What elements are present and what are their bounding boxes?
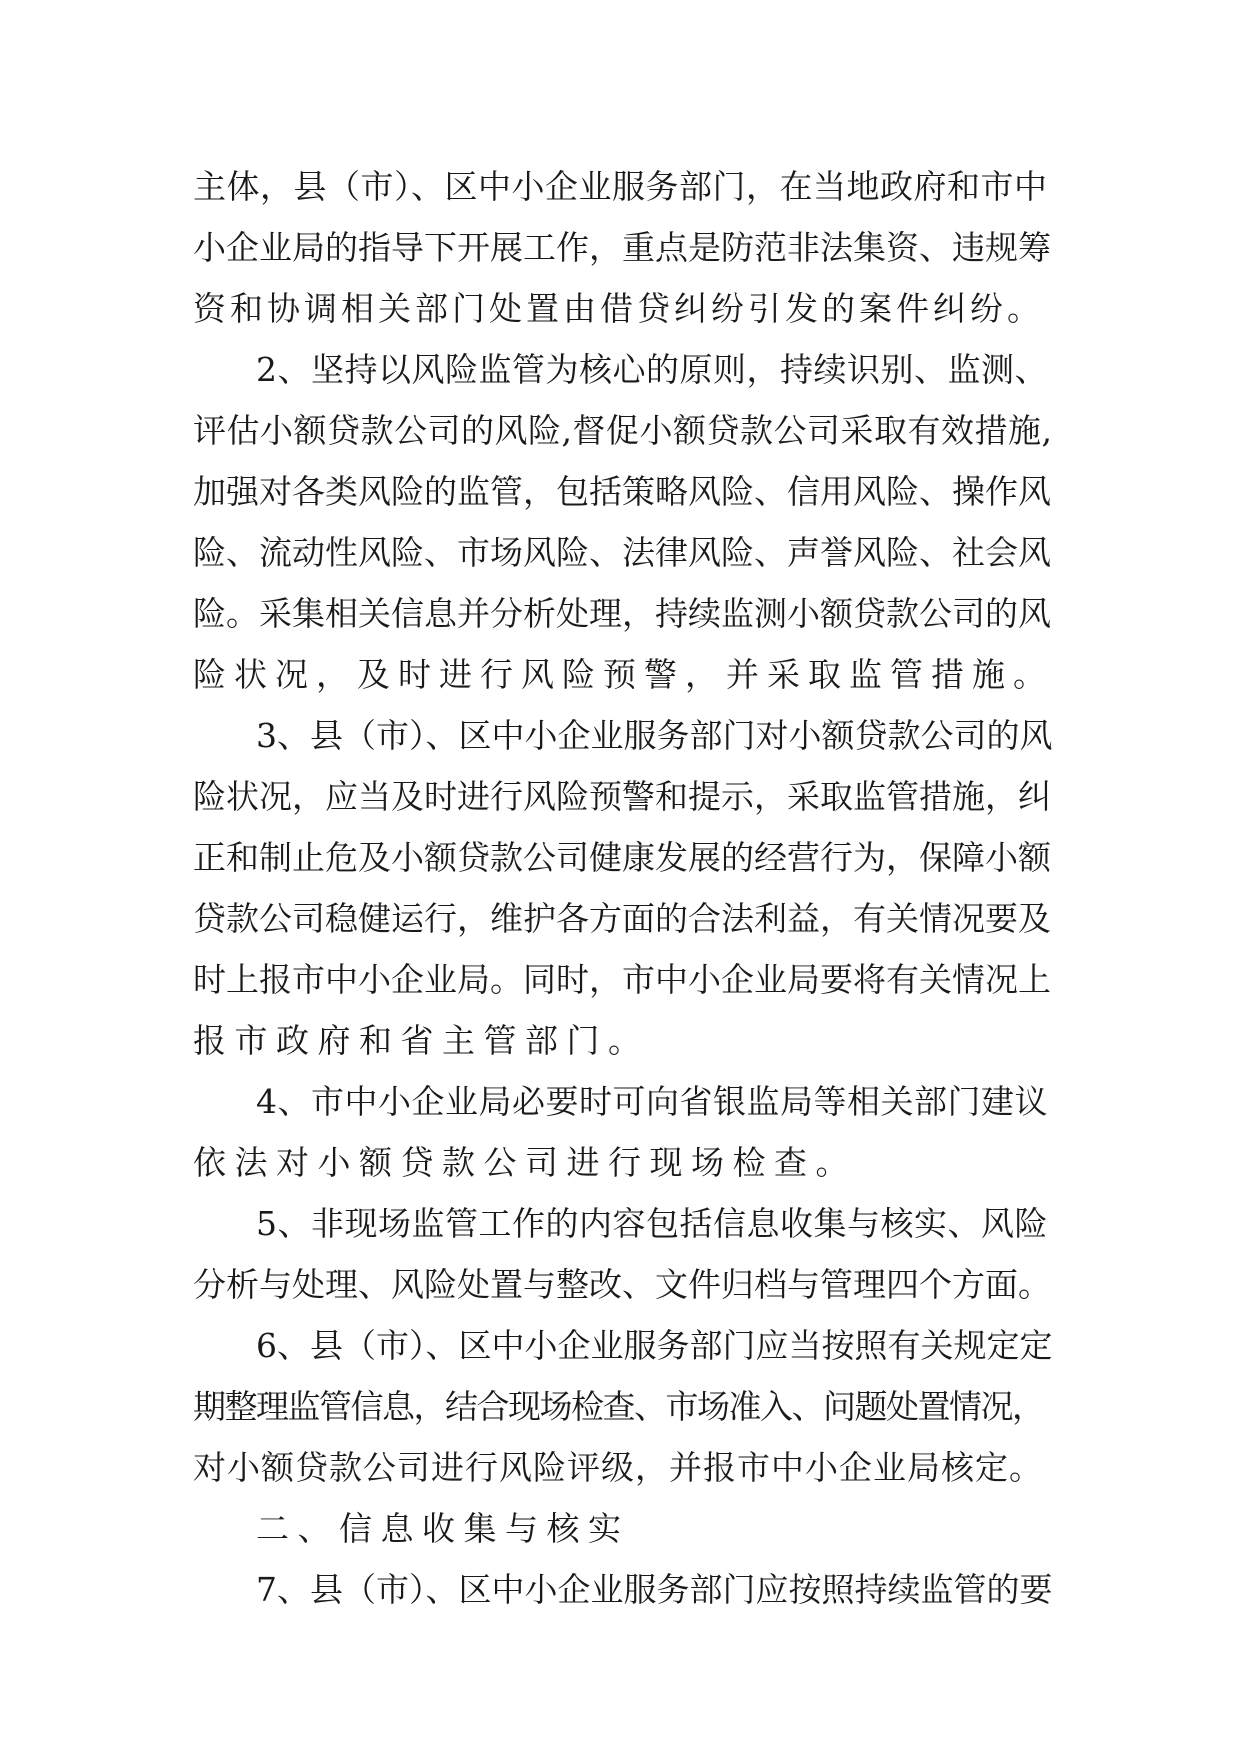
text-line: 报市政府和省主管部门。 [193,1021,650,1060]
paragraph-start-line: 4、市中小企业局必要时可向省银监局等相关部门建议 [256,1082,1048,1121]
text-line: 正和制止危及小额贷款公司健康发展的经营行为，保障小额 [193,838,1051,877]
text-line: 险状况，应当及时进行风险预警和提示，采取监管措施，纠 [193,777,1051,816]
text-line: 时上报市中小企业局。同时，市中小企业局要将有关情况上 [193,960,1051,999]
text-line: 小企业局的指导下开展工作，重点是防范非法集资、违规筹 [193,228,1051,267]
paragraph-start-line: 6、县（市）、区中小企业服务部门应当按照有关规定定 [256,1326,1053,1365]
paragraph-start-line: 5、非现场监管工作的内容包括信息收集与核实、风险 [256,1204,1048,1243]
text-line: 险。采集相关信息并分析处理，持续监测小额贷款公司的风 [193,594,1051,633]
text-line: 对小额贷款公司进行风险评级，并报市中小企业局核定。 [193,1448,1043,1487]
text-line: 资和协调相关部门处置由借贷纠纷引发的案件纠纷。 [193,289,1044,328]
text-line: 分析与处理、风险处置与整改、文件归档与管理四个方面。 [193,1265,1051,1304]
text-line: 主体，县（市）、区中小企业服务部门，在当地政府和市中 [193,167,1048,206]
paragraph-start-line: 2、坚持以风险监管为核心的原则，持续识别、监测、 [256,350,1048,389]
text-line: 期整理监管信息，结合现场检查、市场准入、问题处置情况， [193,1387,1044,1426]
text-line: 险状况，及时进行风险预警，并采取监管措施。 [193,655,1054,694]
text-line: 评估小额贷款公司的风险,督促小额贷款公司采取有效措施, [193,411,1053,450]
paragraph-start-line: 7、县（市）、区中小企业服务部门应按照持续监管的要 [256,1570,1053,1609]
section-heading: 二、信息收集与核实 [256,1509,630,1548]
text-line: 加强对各类风险的监管，包括策略风险、信用风险、操作风 [193,472,1051,511]
text-line: 贷款公司稳健运行，维护各方面的合法利益，有关情况要及 [193,899,1051,938]
paragraph-start-line: 3、县（市）、区中小企业服务部门对小额贷款公司的风 [256,716,1053,755]
text-line: 险、流动性风险、市场风险、法律风险、声誉风险、社会风 [193,533,1051,572]
document-body [193,156,1055,1620]
text-line: 依法对小额贷款公司进行现场检查。 [193,1143,857,1182]
